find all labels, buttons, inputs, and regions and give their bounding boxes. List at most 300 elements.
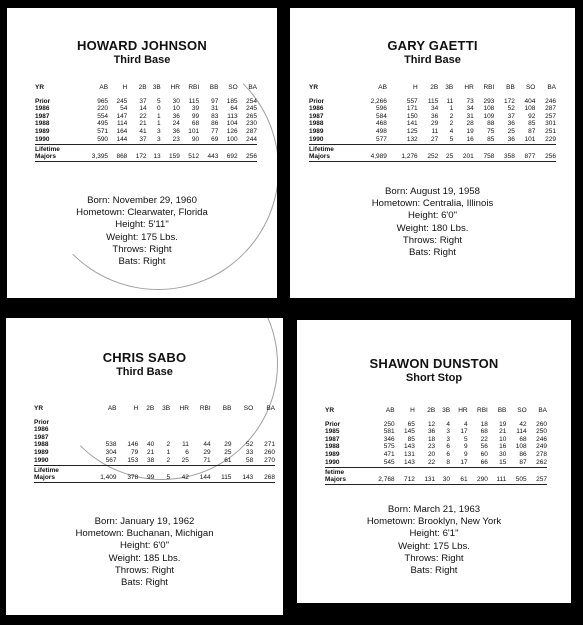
stats-cell: 36 bbox=[172, 127, 180, 135]
bio-line: Bats: Right bbox=[409, 247, 456, 259]
stats-cell: 0 bbox=[157, 105, 161, 113]
stats-cell: 301 bbox=[545, 120, 556, 128]
stats-cell: 164 bbox=[116, 127, 128, 135]
stats-cell: 4 bbox=[463, 420, 468, 428]
stats-cell: 99 bbox=[191, 112, 200, 120]
bio-line: Throws: Right bbox=[402, 234, 463, 246]
stats-cell: 18 bbox=[480, 420, 488, 428]
stats-cell: 262 bbox=[536, 458, 547, 466]
bio-line: Throws: Right bbox=[404, 552, 464, 564]
stats-cell bbox=[253, 426, 275, 434]
stats-cell: 143 bbox=[404, 458, 415, 466]
stats-cell: 577 bbox=[376, 135, 387, 143]
stats-header-cell: 2B bbox=[427, 407, 436, 414]
bio-line: Born: March 21, 1963 bbox=[387, 504, 481, 515]
stats-header-cell: HR bbox=[464, 84, 474, 91]
stats-cell: 30 bbox=[499, 450, 507, 458]
stats-cell bbox=[138, 426, 154, 434]
stats-header-cell: RBI bbox=[199, 405, 211, 412]
stats-cell: 6 bbox=[185, 448, 189, 456]
stats-cell: 104 bbox=[226, 120, 238, 128]
bio-line: Born: January 19, 1962 bbox=[94, 516, 195, 527]
stats-cell: 557 bbox=[406, 97, 418, 105]
stats-total-cell: 13 bbox=[147, 145, 161, 162]
bio-line: Born: August 19, 1958 bbox=[385, 186, 480, 197]
stats-cell: 1989 bbox=[309, 127, 324, 135]
stats-cell bbox=[84, 434, 117, 442]
lifetime-label-cell bbox=[309, 145, 356, 162]
stats-cell: 126 bbox=[226, 127, 238, 135]
stats-cell: 19 bbox=[499, 420, 507, 428]
stats-cell: 71 bbox=[203, 456, 211, 464]
stats-cell: 141 bbox=[406, 120, 418, 128]
lifetime-label: Lifetime bbox=[35, 146, 60, 154]
stats-cell: 1987 bbox=[325, 435, 340, 443]
stats-cell: 1988 bbox=[34, 441, 49, 449]
stats-header-cell: 2B bbox=[138, 84, 147, 91]
stats-total-cell: 42 bbox=[170, 466, 189, 483]
stats-cell bbox=[117, 419, 139, 427]
stats-cell: 1 bbox=[157, 112, 161, 120]
stats-cell: 4 bbox=[449, 127, 454, 135]
stats-header-cell: AB bbox=[107, 405, 117, 412]
stats-cell: 150 bbox=[406, 112, 418, 120]
stats-header-cell: H bbox=[410, 407, 415, 414]
stats-cell: 21 bbox=[139, 120, 147, 128]
stats-row bbox=[325, 459, 547, 468]
stats-header-cell: 3B bbox=[442, 407, 451, 414]
stats-lifetime-row bbox=[35, 145, 257, 162]
stats-total-cell: 252 bbox=[418, 145, 439, 162]
stats-cell: 92 bbox=[528, 112, 536, 120]
stats-cell: 1990 bbox=[325, 458, 340, 466]
stats-cell: 5 bbox=[157, 97, 161, 105]
stats-header-cell: BB bbox=[222, 405, 232, 412]
stats-cell: 38 bbox=[146, 456, 155, 464]
stats-cell: 1990 bbox=[309, 135, 324, 143]
stats-cell: 581 bbox=[383, 428, 395, 436]
stats-header-cell: BA bbox=[248, 84, 257, 91]
stats-cell: 27 bbox=[430, 135, 439, 143]
stats-row bbox=[309, 120, 556, 128]
stats-header-cell: 3B bbox=[152, 84, 161, 91]
stats-total-cell: 256 bbox=[238, 145, 257, 162]
stats-header-cell: BB bbox=[209, 84, 219, 91]
stats-header-cell: AB bbox=[99, 84, 109, 91]
player-name: SHAWON DUNSTON bbox=[369, 356, 499, 371]
stats-cell: 251 bbox=[545, 127, 556, 135]
bio-line: Bats: Right bbox=[410, 565, 458, 577]
stats-cell: 1990 bbox=[34, 456, 49, 464]
stats-cell: 571 bbox=[97, 127, 109, 135]
stats-cell: 29 bbox=[203, 448, 211, 456]
stats-cell: 86 bbox=[519, 450, 527, 458]
stats-cell: 108 bbox=[524, 105, 536, 113]
stats-cell: 65 bbox=[407, 420, 415, 428]
stats-cell bbox=[231, 419, 253, 427]
stats-cell: 19 bbox=[466, 127, 474, 135]
stats-cell: 108 bbox=[483, 105, 495, 113]
stats-cell: 75 bbox=[487, 127, 495, 135]
stats-cell: 22 bbox=[480, 435, 488, 443]
bio-line: Born: November 29, 1960 bbox=[87, 195, 197, 206]
stats-header-row bbox=[309, 84, 556, 98]
stats-cell: 108 bbox=[515, 443, 527, 451]
stats-total-cell: 2,768 bbox=[364, 468, 394, 485]
stats-cell: 471 bbox=[383, 450, 395, 458]
stats-total-cell: 99 bbox=[138, 466, 154, 483]
stats-cell: 37 bbox=[139, 135, 147, 143]
stats-cell: 229 bbox=[545, 135, 556, 143]
bio-line: Bats: Right bbox=[121, 577, 168, 589]
stats-row bbox=[309, 113, 556, 121]
stats-cell: 249 bbox=[536, 443, 547, 451]
stats-total-cell: 131 bbox=[415, 468, 435, 485]
majors-label: Majors bbox=[35, 153, 56, 161]
stats-cell: 3 bbox=[446, 435, 451, 443]
stats-cell: 5 bbox=[463, 435, 468, 443]
stats-cell: 596 bbox=[376, 105, 387, 113]
stats-header-cell: YR bbox=[309, 84, 319, 91]
stats-cell: 68 bbox=[519, 435, 527, 443]
stats-row bbox=[325, 428, 547, 436]
stats-cell: 1 bbox=[157, 120, 161, 128]
stats-cell: 39 bbox=[191, 105, 200, 113]
stats-cell: 73 bbox=[466, 97, 474, 105]
stats-cell: 404 bbox=[524, 97, 536, 105]
stats-row bbox=[34, 419, 275, 427]
stats-cell: 245 bbox=[246, 105, 257, 113]
bio-line: Bats: Right bbox=[118, 256, 166, 268]
stats-cell: 109 bbox=[483, 112, 495, 120]
stats-cell bbox=[170, 426, 189, 434]
stats-total-cell: 443 bbox=[199, 145, 218, 162]
stats-cell: 22 bbox=[139, 112, 147, 120]
bio-line: Weight: 180 Lbs. bbox=[396, 222, 469, 234]
bio-line: Weight: 185 Lbs. bbox=[108, 552, 181, 564]
stats-cell: 77 bbox=[211, 127, 219, 135]
stats-total-cell: 877 bbox=[515, 145, 536, 162]
stats-cell bbox=[154, 434, 170, 442]
bio-line: Hometown: Brooklyn, New York bbox=[366, 516, 502, 528]
stats-header-cell: RBI bbox=[188, 84, 200, 91]
bio-line: Hometown: Clearwater, Florida bbox=[76, 207, 208, 219]
stats-header-cell: HR bbox=[179, 405, 189, 412]
stats-header-cell: SO bbox=[243, 405, 254, 412]
stats-cell bbox=[170, 419, 189, 427]
stats-cell: 11 bbox=[446, 97, 454, 105]
stats-cell: 145 bbox=[404, 428, 415, 436]
stats-cell bbox=[138, 434, 154, 442]
stats-header-cell: HR bbox=[170, 84, 180, 91]
stats-row bbox=[34, 426, 275, 434]
stats-cell: 29 bbox=[224, 441, 232, 449]
stats-cell: 68 bbox=[480, 428, 488, 436]
stats-cell: 545 bbox=[383, 458, 395, 466]
stats-cell: 1990 bbox=[35, 135, 50, 143]
stats-header-cell: H bbox=[133, 405, 139, 412]
stats-cell: 68 bbox=[191, 120, 200, 128]
stats-cell: 271 bbox=[264, 441, 275, 449]
stats-cell: 79 bbox=[131, 448, 139, 456]
stats-cell: 83 bbox=[211, 112, 219, 120]
stats-cell: 4 bbox=[446, 420, 451, 428]
stats-cell: 265 bbox=[246, 112, 257, 120]
player-card-gary-gaetti bbox=[290, 8, 575, 298]
stats-cell: 114 bbox=[516, 428, 527, 436]
stats-cell bbox=[231, 426, 253, 434]
stats-cell: 278 bbox=[536, 450, 547, 458]
stats-cell: 15 bbox=[499, 458, 507, 466]
stats-cell: 287 bbox=[545, 105, 556, 113]
stats-table bbox=[309, 84, 556, 162]
stats-cell: 86 bbox=[211, 120, 219, 128]
stats-cell: 1986 bbox=[309, 105, 324, 113]
stats-cell: 23 bbox=[427, 443, 436, 451]
stats-cell: 2 bbox=[449, 112, 454, 120]
stats-cell: 1987 bbox=[309, 112, 324, 120]
stats-cell: 33 bbox=[245, 448, 254, 456]
stats-table bbox=[34, 405, 275, 483]
stats-cell: 44 bbox=[203, 441, 211, 449]
stats-cell bbox=[253, 434, 275, 442]
stats-total-cell: 257 bbox=[527, 468, 547, 485]
bio-line: Throws: Right bbox=[114, 564, 175, 576]
stats-cell: 1986 bbox=[35, 105, 50, 113]
stats-cell: 1985 bbox=[325, 428, 340, 436]
stats-cell: 2 bbox=[449, 120, 454, 128]
stats-cell: 554 bbox=[97, 112, 109, 120]
stats-cell: 246 bbox=[545, 97, 556, 105]
player-name: CHRIS SABO bbox=[102, 350, 187, 365]
stats-cell: 28 bbox=[466, 120, 474, 128]
stats-cell: 567 bbox=[105, 456, 117, 464]
stats-total-cell: 61 bbox=[450, 468, 468, 485]
stats-row bbox=[325, 451, 547, 459]
stats-header-row bbox=[34, 405, 275, 419]
stats-cell: 18 bbox=[427, 435, 436, 443]
stats-cell: 575 bbox=[383, 443, 395, 451]
stats-total-cell: 378 bbox=[117, 466, 139, 483]
stats-row bbox=[35, 113, 257, 121]
stats-cell: 10 bbox=[499, 435, 507, 443]
stats-row bbox=[309, 105, 556, 113]
lifetime-label-cell bbox=[325, 468, 364, 485]
bio-line: Throws: Right bbox=[112, 243, 172, 255]
stats-cell: 153 bbox=[127, 456, 139, 464]
stats-cell: 16 bbox=[466, 135, 474, 143]
stats-header-row bbox=[35, 84, 257, 98]
stats-cell: 101 bbox=[188, 127, 200, 135]
stats-cell: 3 bbox=[157, 135, 161, 143]
majors-label: Majors bbox=[309, 153, 330, 161]
stats-cell: 52 bbox=[507, 105, 515, 113]
bio-line: Weight: 175 Lbs. bbox=[106, 231, 178, 243]
stats-cell: 270 bbox=[264, 456, 275, 464]
stats-cell: 17 bbox=[460, 428, 468, 436]
stats-cell: 260 bbox=[536, 420, 547, 428]
stats-cell: 64 bbox=[230, 105, 238, 113]
stats-cell: 172 bbox=[503, 97, 515, 105]
stats-cell: 132 bbox=[406, 135, 418, 143]
stats-header-cell: RBI bbox=[477, 407, 488, 414]
stats-header-cell: H bbox=[412, 84, 418, 91]
bio-block bbox=[297, 504, 571, 577]
stats-cell: 1987 bbox=[34, 433, 49, 441]
stats-row bbox=[34, 449, 275, 457]
stats-row bbox=[35, 128, 257, 136]
lifetime-label: fetime bbox=[325, 469, 345, 477]
stats-cell: 1 bbox=[166, 448, 171, 456]
stats-cell: 69 bbox=[211, 135, 219, 143]
stats-header-cell: SO bbox=[228, 84, 238, 91]
stats-cell bbox=[189, 426, 211, 434]
stats-cell bbox=[138, 419, 154, 427]
stats-cell: 36 bbox=[507, 135, 515, 143]
stats-total-cell: 201 bbox=[453, 145, 474, 162]
stats-row bbox=[35, 98, 257, 106]
stats-lifetime-row bbox=[309, 145, 556, 162]
stats-cell: 12 bbox=[427, 420, 436, 428]
stats-cell: 113 bbox=[227, 112, 238, 120]
stats-row bbox=[309, 98, 556, 106]
lifetime-label-cell bbox=[35, 145, 79, 162]
stats-header-cell: YR bbox=[325, 407, 335, 414]
lifetime-label: Lifetime bbox=[34, 467, 59, 475]
stats-total-cell: 256 bbox=[535, 145, 556, 162]
stats-cell: 61 bbox=[224, 456, 232, 464]
stats-cell: 250 bbox=[383, 420, 395, 428]
stats-cell: Prior bbox=[309, 97, 325, 105]
stats-total-cell: 1,276 bbox=[387, 145, 418, 162]
bio-line: Hometown: Centralia, Illinois bbox=[371, 198, 494, 210]
stats-cell: 37 bbox=[139, 97, 147, 105]
stats-cell bbox=[154, 426, 170, 434]
majors-label: Majors bbox=[325, 476, 346, 484]
stats-header-cell: HR bbox=[458, 407, 468, 414]
stats-cell: 144 bbox=[116, 135, 128, 143]
stats-cell: 220 bbox=[97, 105, 109, 113]
stats-cell: 25 bbox=[224, 448, 232, 456]
stats-cell: 468 bbox=[376, 120, 387, 128]
stats-cell: 9 bbox=[463, 450, 468, 458]
stats-cell bbox=[170, 434, 189, 442]
stats-cell: 131 bbox=[404, 450, 415, 458]
stats-header-cell: YR bbox=[34, 405, 44, 412]
stats-cell: 3 bbox=[446, 428, 451, 436]
stats-header-cell: BB bbox=[506, 84, 515, 91]
stats-cell: 37 bbox=[507, 112, 515, 120]
stats-cell: 304 bbox=[105, 448, 117, 456]
stats-total-cell: 3,395 bbox=[79, 145, 108, 162]
stats-cell: 114 bbox=[116, 120, 128, 128]
stats-cell: 42 bbox=[519, 420, 527, 428]
stats-lifetime-row bbox=[34, 466, 275, 483]
stats-cell: Prior bbox=[35, 97, 51, 105]
player-name: GARY GAETTI bbox=[387, 38, 478, 53]
stats-row bbox=[34, 441, 275, 449]
stats-cell: 6 bbox=[446, 450, 451, 458]
stats-total-cell: 115 bbox=[211, 466, 232, 483]
stats-cell: 3 bbox=[157, 127, 161, 135]
stats-row bbox=[309, 136, 556, 145]
stats-cell bbox=[117, 426, 139, 434]
stats-row bbox=[325, 421, 547, 429]
stats-row bbox=[34, 434, 275, 442]
stats-row bbox=[35, 136, 257, 145]
player-position: Third Base bbox=[404, 54, 461, 66]
stats-total-cell: 172 bbox=[127, 145, 146, 162]
lifetime-label-cell bbox=[34, 466, 84, 483]
stats-cell: 52 bbox=[245, 441, 254, 449]
stats-cell: 346 bbox=[383, 435, 395, 443]
stats-cell: 34 bbox=[430, 105, 439, 113]
stats-total-cell: 30 bbox=[435, 468, 450, 485]
player-position: Third Base bbox=[113, 54, 171, 66]
stats-cell: 254 bbox=[246, 97, 257, 105]
stats-cell: 17 bbox=[460, 458, 468, 466]
stats-row bbox=[35, 105, 257, 113]
stats-cell: 60 bbox=[480, 450, 488, 458]
stats-cell bbox=[211, 419, 232, 427]
stats-cell: 34 bbox=[466, 105, 474, 113]
stats-cell bbox=[189, 434, 211, 442]
stats-cell: 584 bbox=[376, 112, 387, 120]
stats-header-cell: SO bbox=[525, 84, 536, 91]
stats-cell: 1989 bbox=[34, 448, 49, 456]
player-position: Third Base bbox=[116, 366, 173, 378]
stats-cell: 85 bbox=[528, 120, 536, 128]
stats-cell: 5 bbox=[449, 135, 454, 143]
stats-cell: 87 bbox=[519, 458, 527, 466]
bio-line: Height: 6'0" bbox=[408, 210, 457, 222]
stats-cell: 185 bbox=[226, 97, 238, 105]
stats-total-cell: 868 bbox=[108, 145, 127, 162]
stats-cell: 22 bbox=[427, 458, 436, 466]
stats-cell: 257 bbox=[545, 112, 556, 120]
player-card-shawon-dunston bbox=[297, 320, 571, 603]
stats-cell: 30 bbox=[172, 97, 180, 105]
stats-cell: 21 bbox=[146, 448, 155, 456]
stats-cell: 1987 bbox=[35, 112, 50, 120]
player-position: Short Stop bbox=[405, 372, 463, 384]
stats-cell bbox=[211, 426, 232, 434]
stats-cell: 8 bbox=[446, 458, 451, 466]
stats-cell bbox=[154, 419, 170, 427]
stats-cell: 11 bbox=[431, 127, 439, 135]
stats-cell: 1989 bbox=[35, 127, 50, 135]
stats-cell: 244 bbox=[246, 135, 257, 143]
stats-total-cell: 25 bbox=[438, 145, 453, 162]
player-name: HOWARD JOHNSON bbox=[77, 38, 207, 53]
stats-lifetime-row bbox=[325, 468, 547, 485]
bio-line: Height: 5'11" bbox=[115, 219, 169, 231]
stats-cell: 97 bbox=[211, 97, 219, 105]
stats-cell: 40 bbox=[146, 441, 155, 449]
stats-cell: 58 bbox=[245, 456, 254, 464]
stats-cell: 171 bbox=[406, 105, 418, 113]
stats-header-cell: BA bbox=[538, 407, 547, 414]
stats-cell: 14 bbox=[139, 105, 147, 113]
stats-row bbox=[325, 436, 547, 444]
stats-cell: 54 bbox=[120, 105, 128, 113]
stats-cell bbox=[253, 419, 275, 427]
stats-cell: 10 bbox=[172, 105, 180, 113]
stats-cell: 88 bbox=[487, 120, 495, 128]
bio-block bbox=[6, 516, 283, 589]
player-card-howard-johnson bbox=[7, 8, 277, 298]
stats-total-cell: 143 bbox=[231, 466, 253, 483]
